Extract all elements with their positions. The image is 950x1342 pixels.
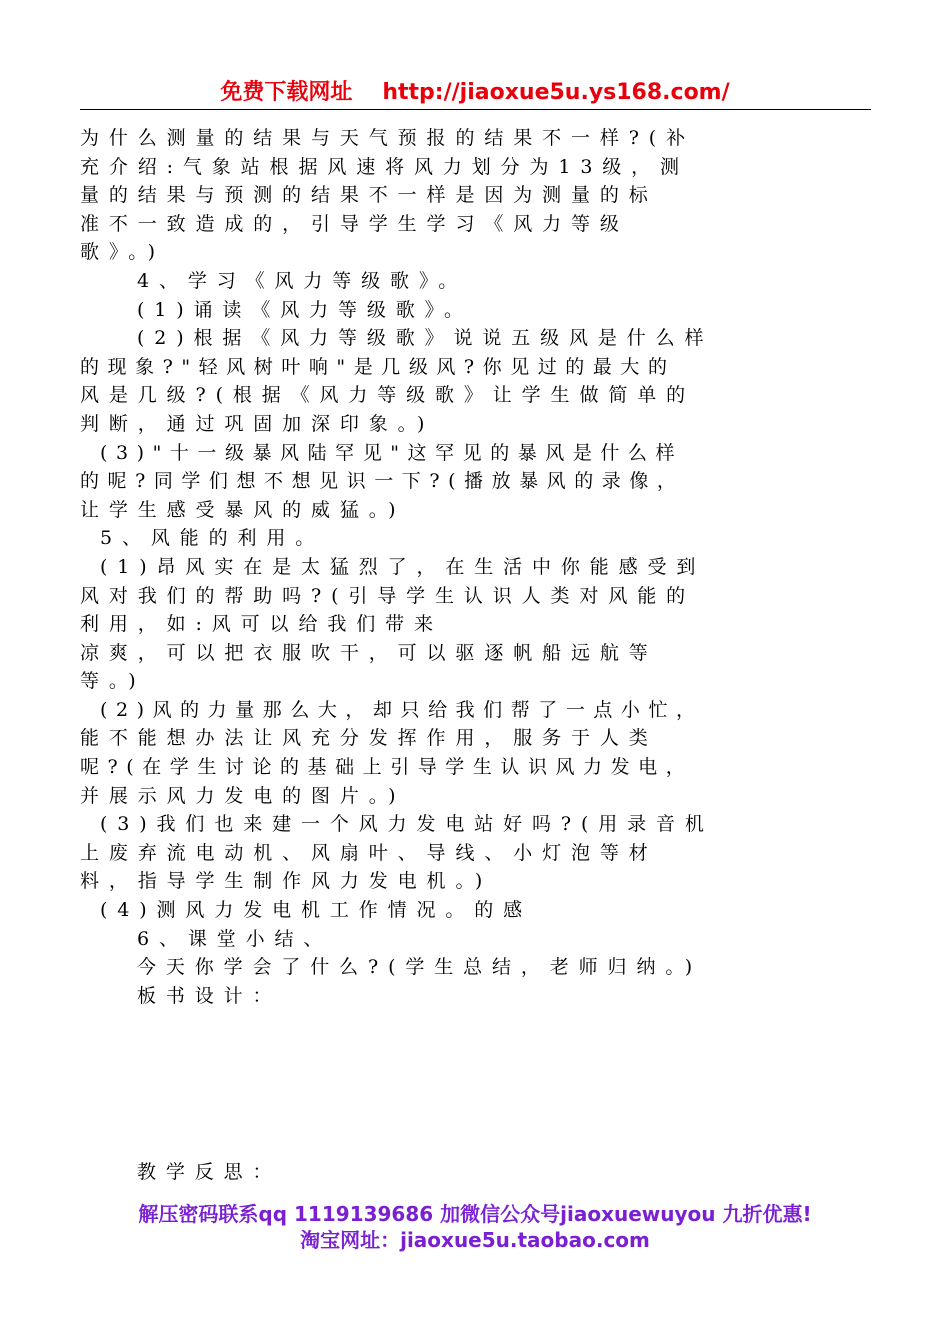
body-line: 今天你学会了什么?(学生总结，老师归纳。) [137, 956, 702, 979]
body-line: 量的结果与预测的结果不一样是因为测量的标 [80, 184, 658, 207]
blackboard-design-heading: 板书设计： [137, 984, 282, 1007]
download-site-label: 免费下载网址 [220, 80, 353, 105]
body-line: (3)"十一级暴风陆罕见"这罕见的暴风是什么样 [100, 441, 684, 464]
body-line: 的呢?同学们想不想见识一下?(播放暴风的录像， [80, 470, 685, 493]
section-heading-5: 5、风能的利用。 [100, 527, 325, 550]
body-line: 充介绍:气象站根据风速将风力划分为13级，测 [80, 155, 689, 178]
body-line: (2)根据《风力等级歌》说说五级风是什么样 [137, 327, 714, 350]
body-line: 能不能想办法让风充分发挥作用，服务于人类 [80, 727, 658, 750]
footer-contact-line: 解压密码联系qq 1119139686 加微信公众号jiaoxuewuyou 九折优惠! [138, 1202, 812, 1226]
body-line: 准不一致造成的，引导学生学习《风力等级 [80, 212, 629, 235]
body-line: (1)诵读《风力等级歌》。 [137, 298, 473, 321]
body-line: 利用，如:风可以给我们带来 [80, 613, 443, 636]
body-line: 风对我们的帮助吗?(引导学生认识人类对风能的 [80, 584, 695, 607]
body-line: 等。) [80, 670, 146, 693]
body-line: (1)昂风实在是太猛烈了，在生活中你能感受到 [100, 555, 706, 578]
body-line: (4)测风力发电机工作情况。的感 [100, 899, 532, 922]
body-line: 上废弃流电动机、风扇叶、导线、小灯泡等材 [80, 841, 658, 864]
section-heading-6: 6、课堂小结、 [137, 927, 333, 950]
body-line: (2)风的力量那么大，却只给我们帮了一点小忙， [100, 698, 704, 721]
body-line: 让学生感受暴风的威猛。) [80, 498, 406, 521]
download-site-link[interactable]: http://jiaoxue5u.ys168.com/ [382, 80, 730, 105]
body-line: 的现象?"轻风树叶响"是几级风?你见过的最大的 [80, 355, 676, 378]
body-line: 呢?(在学生讨论的基础上引导学生认识风力发电， [80, 756, 694, 779]
download-site-header [80, 78, 870, 108]
body-line: 为什么测量的结果与天气预报的结果不一样?(补 [80, 127, 695, 149]
body-line: 判断，通过巩固加深印象。) [80, 412, 435, 435]
section-heading-4: 4、学习《风力等级歌》。 [137, 269, 468, 292]
body-line: (3)我们也来建一个风力发电站好吗?(用录音机 [100, 813, 714, 836]
body-line: 并展示风力发电的图片。) [80, 784, 406, 807]
footer-shop-link[interactable]: 淘宝网址：jiaoxue5u.taobao.com [300, 1228, 650, 1252]
body-line: 料，指导学生制作风力发电机。) [80, 870, 493, 893]
body-line: 凉爽，可以把衣服吹干，可以驱逐帆船远航等 [80, 641, 658, 664]
header-divider [80, 109, 871, 110]
lesson-body [80, 124, 870, 1010]
body-line: 歌》。) [80, 241, 165, 264]
body-line: 风是几级?(根据《风力等级歌》让学生做简单的 [80, 384, 695, 407]
teaching-reflection-heading: 教学反思： [137, 1161, 282, 1183]
